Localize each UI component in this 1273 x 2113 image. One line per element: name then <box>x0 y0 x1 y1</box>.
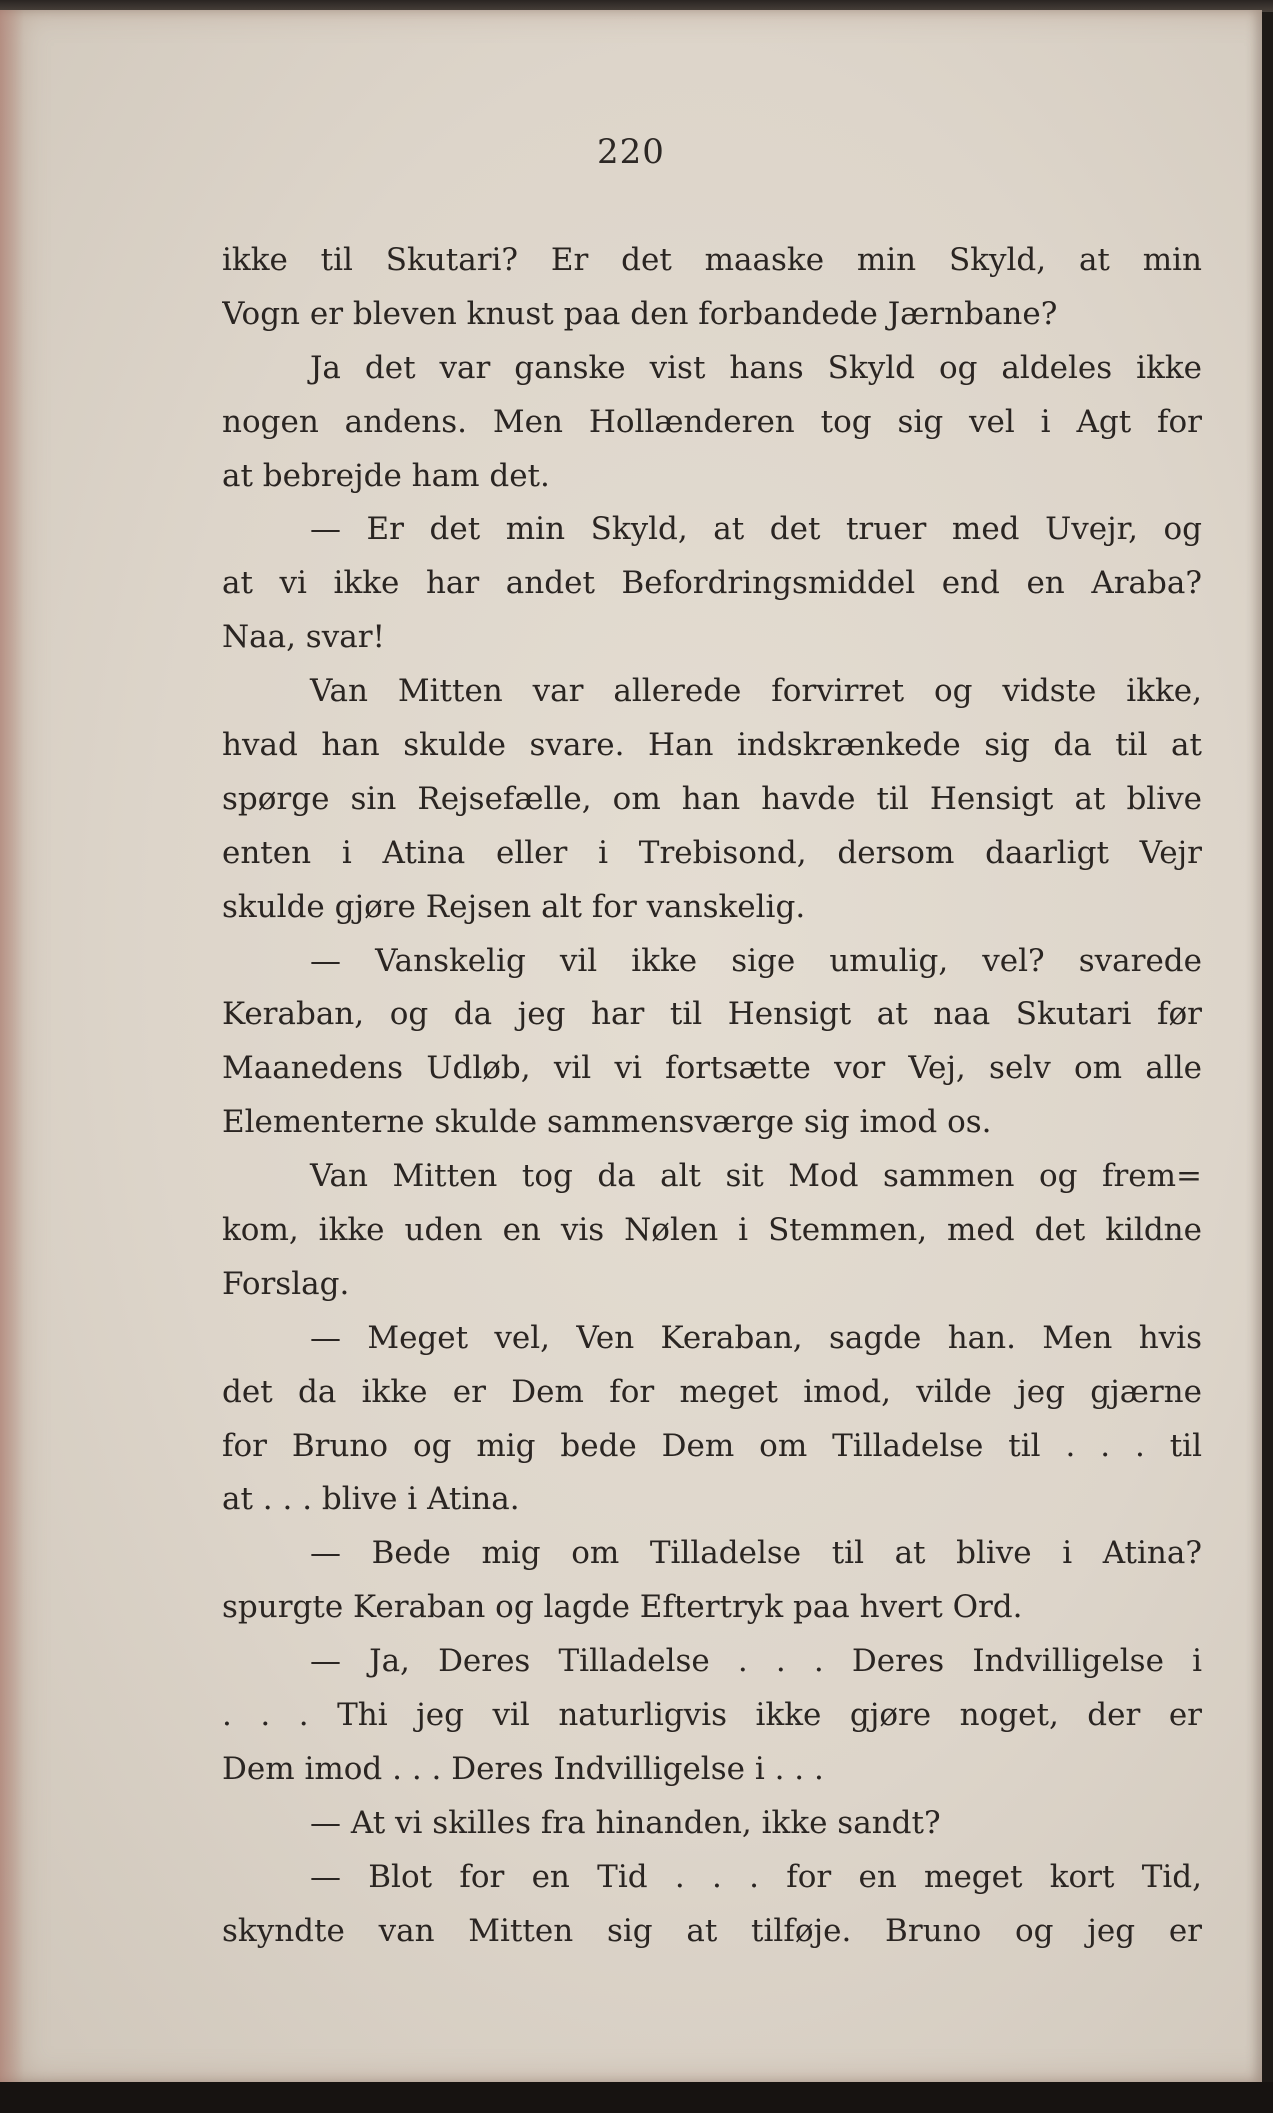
text-line: at . . . blive i Atina. <box>222 1481 520 1518</box>
bottom-page-edge <box>0 2082 1273 2113</box>
text-line: at bebrejde ham det. <box>222 457 550 494</box>
page-number: 220 <box>597 132 665 172</box>
text-line: Elementerne skulde sammensværge sig imod os. <box>222 1104 992 1141</box>
text-line: Keraban, og da jeg har til Hensigt at naa Skutari før <box>222 996 1202 1033</box>
text-line: Van Mitten tog da alt sit Mod sammen og frem= <box>310 1158 1202 1195</box>
text-line: Maanedens Udløb, vil vi fortsætte vor Vej, selv om alle <box>222 1050 1202 1087</box>
text-line: — Blot for en Tid . . . for en meget kort Tid, <box>310 1858 1202 1895</box>
text-line: at vi ikke har andet Befordringsmiddel end en Araba? <box>222 565 1202 602</box>
book-page <box>0 10 1262 2082</box>
text-line: skyndte van Mitten sig at tilføje. Bruno og jeg er <box>222 1912 1202 1949</box>
text-line: Ja det var ganske vist hans Skyld og aldeles ikke <box>310 349 1202 386</box>
text-line: — Vanskelig vil ikke sige umulig, vel? svarede <box>310 942 1202 979</box>
text-line: nogen andens. Men Hollænderen tog sig vel i Agt for <box>222 403 1202 440</box>
text-line: Van Mitten var allerede forvirret og vidste ikke, <box>310 673 1202 710</box>
text-line: — Er det min Skyld, at det truer med Uvejr, og <box>310 511 1202 548</box>
text-line: spørge sin Rejsefælle, om han havde til Hensigt at blive <box>222 780 1202 817</box>
text-line: for Bruno og mig bede Dem om Tilladelse til . . . til <box>222 1427 1202 1464</box>
text-line: kom, ikke uden en vis Nølen i Stemmen, med det kildne <box>222 1212 1202 1249</box>
text-line: enten i Atina eller i Trebisond, dersom daarligt Vejr <box>222 834 1202 871</box>
text-line: hvad han skulde svare. Han indskrænkede sig da til at <box>222 727 1202 764</box>
body-text <box>222 234 1202 1959</box>
text-line: — At vi skilles fra hinanden, ikke sandt? <box>310 1804 941 1841</box>
text-line: Vogn er bleven knust paa den forbandede Jærnbane? <box>222 295 1058 332</box>
text-line: — Ja, Deres Tilladelse . . . Deres Indvilligelse i <box>310 1643 1202 1680</box>
text-line: — Meget vel, Ven Keraban, sagde han. Men hvis <box>310 1319 1202 1356</box>
text-line: Forslag. <box>222 1265 350 1302</box>
text-line: . . . Thi jeg vil naturligvis ikke gjøre noget, der er <box>222 1697 1202 1734</box>
text-line: ikke til Skutari? Er det maaske min Skyld, at min <box>222 242 1202 278</box>
text-line: det da ikke er Dem for meget imod, vilde jeg gjærne <box>222 1373 1202 1410</box>
text-line: spurgte Keraban og lagde Eftertryk paa hvert Ord. <box>222 1589 1023 1626</box>
text-line: Dem imod . . . Deres Indvilligelse i . . . <box>222 1750 824 1787</box>
text-line: Naa, svar! <box>222 619 385 656</box>
text-line: — Bede mig om Tilladelse til at blive i Atina? <box>310 1535 1202 1572</box>
page-spine-shadow <box>0 10 24 2082</box>
text-line: skulde gjøre Rejsen alt for vanskelig. <box>222 888 806 925</box>
